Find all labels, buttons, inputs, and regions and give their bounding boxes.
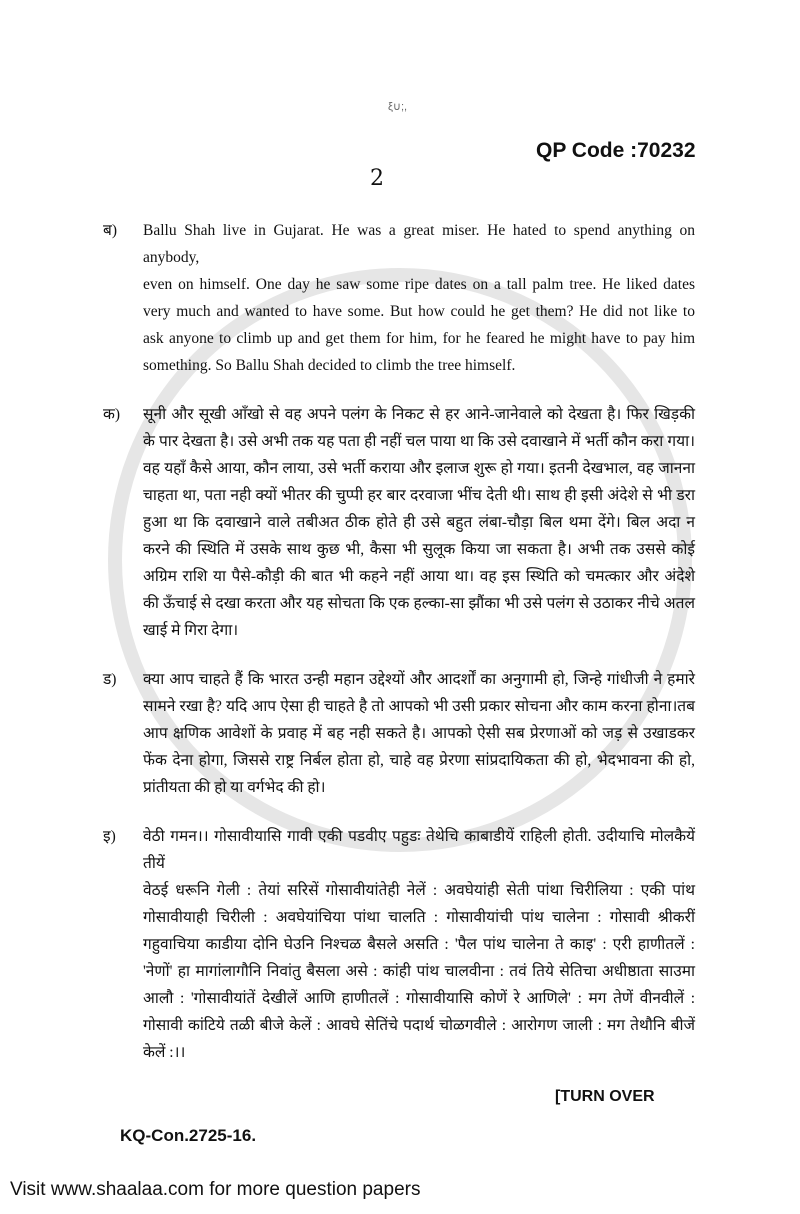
question-i xyxy=(103,823,800,1066)
passage-line: खाई मे गिरा देगा। xyxy=(143,622,239,639)
margin-mark: ξ∪;, xyxy=(388,101,408,113)
passage-line: something. So Ballu Shah decided to climb the tree himself. xyxy=(143,357,516,374)
passage xyxy=(143,217,695,379)
passage-line: सूनी और सूखी आँखो से वह अपने पलंग के निकट से हर आने-जानेवाले को देखता है। फिर खिड़की xyxy=(143,406,695,423)
passage-line: very much and wanted to have some. But how could he get them? He did not like to xyxy=(143,303,695,320)
passage-line: गोसावीयाही चिरीली : अवघेयांचिया पांथा चालति : गोसावीयांची पांथ चालेना : गोसावी श्रीकरीं xyxy=(143,909,695,926)
question-label: क) xyxy=(103,406,121,423)
passage-line: Ballu Shah live in Gujarat. He was a great miser. He hated to spend anything on anybody, xyxy=(143,222,695,266)
passage-line: आप क्षणिक आवेशों के प्रवाह में बह नही सकते है। आपको ऐसी सब प्रेरणाओं को जड़ से उखाडकर xyxy=(143,725,695,742)
question-b xyxy=(103,217,800,379)
question-label: ब) xyxy=(103,222,118,239)
passage-line: ask anyone to climb up and get them for him, for he feared he might have to pay him xyxy=(143,330,695,347)
qp-code: QP Code :70232 xyxy=(536,139,696,162)
page-number: 2 xyxy=(370,166,384,191)
passage-line: क्या आप चाहते हैं कि भारत उन्ही महान उद्देश्यों और आदर्शों का अनुगामी हो, जिन्हे गांधीजी ने हमारे xyxy=(143,671,695,688)
exam-code: KQ-Con.2725-16. xyxy=(120,1126,257,1145)
passage-line: गोसावी कांटिये तळी बीजे केलें : आवघे सेतिंचे पदार्थ चोळगवीले : आरोगण जाली : मग तेथौनि बीजें xyxy=(143,1017,695,1034)
questions xyxy=(0,217,800,1066)
passage-line: चाहता था, पता नही क्यों भीतर की चुप्पी हर बार दरवाजा भींच देती थी। साथ ही इसी अंदेशे से भी डरा xyxy=(143,487,695,504)
question-k xyxy=(103,401,800,644)
passage-line: वेठई धरूनि गेली : तेयां सरिसें गोसावीयांतेही नेलें : अवघेयांही सेती पांथा चिरीलिया : एकी पांथ xyxy=(143,882,695,899)
passage xyxy=(143,666,695,801)
footer-link[interactable]: Visit www.shaalaa.com for more question papers xyxy=(10,1179,421,1200)
passage-line: हुआ था कि दवाखाने वाले तबीअत ठीक होते ही उसे बहुत लंबा-चौड़ा बिल थमा देंगे। बिल अदा न xyxy=(143,514,695,531)
page-end-marks xyxy=(0,1088,800,1178)
passage-line: प्रांतीयता की हो या वर्गभेद की हो। xyxy=(143,779,326,796)
passage xyxy=(143,401,695,644)
passage-line: की ऊँचाई से दखा करता और यह सोचता कि एक हल्का-सा झौंका भी उसे पलंग से उठाकर नीचे अतल xyxy=(143,595,695,612)
passage-line: वह यहाँ कैसे आया, कौन लाया, उसे भर्ती कराया और इलाज शुरू हो गया। इतनी देखभाल, वह जानना xyxy=(143,460,695,477)
passage-line: सामने रखा है? यदि आप ऐसा ही चाहते है तो आपको भी उसी प्रकार सोचना और काम करना होना।तब xyxy=(143,698,695,715)
passage-line: के पार देखता है। उसे अभी तक यह पता ही नहीं चल पाया था कि उसे दवाखाने में भर्ती कौन करा गया। xyxy=(143,433,695,450)
question-label: इ) xyxy=(103,828,116,845)
passage-line: करने की स्थिति में उसके साथ कुछ भी, कैसा भी सुलूक किया जा सकता है। अभी तक उससे कोई xyxy=(143,541,695,558)
passage-line: वेठी गमन।। गोसावीयासि गावी एकी पडवीए पहुडः तेथेचि काबाडीयें राहिली होती. उदीयाचि मोलकैयें तीयें xyxy=(143,828,695,872)
passage-line: आलौ : 'गोसावीयांतें देखीलें आणि हाणीतलें : गोसावीयासि कोणें रे आणिले' : मग तेणें वीनवीलें : xyxy=(143,990,695,1007)
passage-line: अग्रिम राशि या पैसे-कौड़ी की बात भी कहने नहीं आया था। वह इस स्थिति को चमत्कार और अंदेशे xyxy=(143,568,695,585)
question-label: ड) xyxy=(103,671,117,688)
passage xyxy=(143,823,695,1066)
question-d xyxy=(103,666,800,801)
passage-line: केलें :।। xyxy=(143,1044,186,1061)
passage-line: even on himself. One day he saw some ripe dates on a tall palm tree. He liked dates xyxy=(143,276,695,293)
passage-line: गहुवाचिया काडीया दोनि घेउनि निश्चळ बैसले असति : 'पैल पांथ चालेना ते काइ' : एरी हाणीतलें : xyxy=(143,936,695,953)
turn-over: [TURN OVER xyxy=(555,1088,655,1105)
passage-line: फेंक देना होगा, जिससे राष्ट्र निर्बल होता हो, चाहे वह प्रेरणा सांप्रदायिकता की हो, भेदभावना की हो, xyxy=(143,752,695,769)
passage-line: 'नेणों' हा मागांलागौनि निवांतु बैसला असे : कांही पांथ चालवीना : तवं तिये सेतिचा अधीष्ठाता साउमा xyxy=(143,963,695,980)
